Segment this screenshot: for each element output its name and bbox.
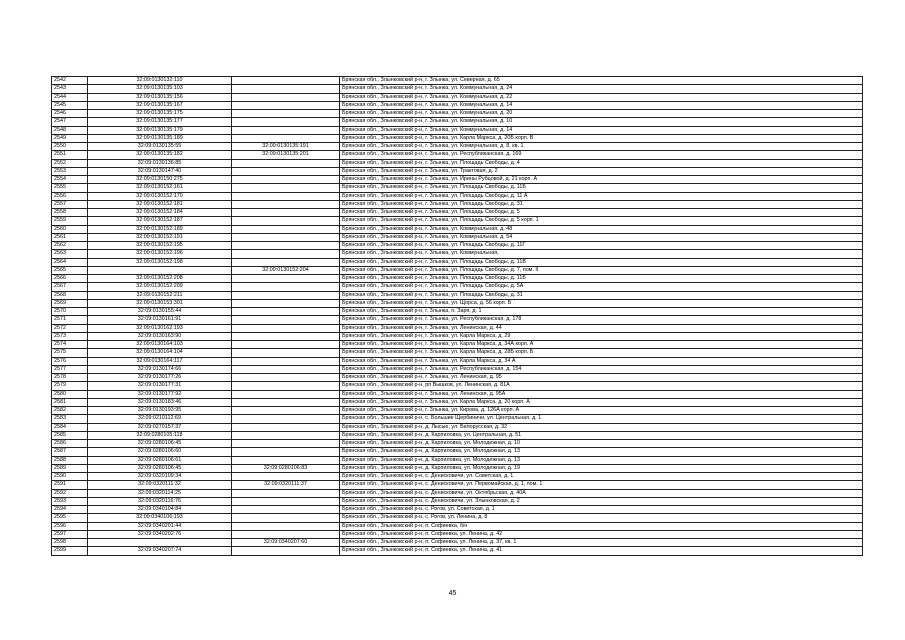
address-cell: Брянская обл., Злынковский р-н, г. Злынка, ул. Карла Маркса, д. 34А корп. А: [340, 341, 863, 349]
cadastral-number-cell: 32:09:0130193:95: [88, 407, 232, 415]
cadastral-number-cell: 32:09:0130152:181: [88, 200, 232, 208]
cadastral-number-cell: 32:09:0130135:182: [88, 151, 232, 159]
address-cell: Брянская обл., Злынковский р-н, г. Злынка, ул. Коммунальная, д. 14: [340, 101, 863, 109]
related-cadastral-number-cell: [232, 184, 340, 192]
table-row: [52, 167, 863, 175]
row-number-cell: 2596: [52, 522, 88, 530]
address-cell: Брянская обл., Злынковский р-н, г. Злынка, ул. Площадь Свободы, д. 11Б: [340, 275, 863, 283]
row-number-cell: 2584: [52, 423, 88, 431]
cadastral-number-cell: 32:09:0340201:44: [88, 522, 232, 530]
address-cell: Брянская обл., Злынковский р-н, г. Злынка, ул. Ленинская, д. 44: [340, 324, 863, 332]
cadastral-number-cell: 32:09:0340202:76: [88, 530, 232, 538]
row-number-cell: 2559: [52, 217, 88, 225]
cadastral-number-cell: 32:09:0130152:187: [88, 217, 232, 225]
row-number-cell: 2589: [52, 464, 88, 472]
table-row: [52, 77, 863, 85]
related-cadastral-number-cell: [232, 407, 340, 415]
property-registry-table: [51, 76, 863, 556]
table-row: [52, 275, 863, 283]
cadastral-number-cell: 32:09:0130135:177: [88, 118, 232, 126]
related-cadastral-number-cell: [232, 423, 340, 431]
table-row: [52, 522, 863, 530]
address-cell: Брянская обл., Злынковский р-н, г. Злынка, ул. Карла Маркса, д. 28Б корп. Б: [340, 349, 863, 357]
cadastral-number-cell: 32:09:0210112:69: [88, 415, 232, 423]
row-number-cell: 2586: [52, 440, 88, 448]
cadastral-number-cell: 32:09:0130155:44: [88, 308, 232, 316]
related-cadastral-number-cell: [232, 167, 340, 175]
address-cell: Брянская обл., Злынковский р-н, с. Денисковичи, ул. Злынковская, д. 2: [340, 497, 863, 505]
row-number-cell: 2565: [52, 266, 88, 274]
table-row: [52, 200, 863, 208]
address-cell: Брянская обл., Злынковский р-н, г. Злынка, ул. Ленинская, д. 95А: [340, 390, 863, 398]
table-row: [52, 299, 863, 307]
cadastral-number-cell: 32:09:0130152:191: [88, 233, 232, 241]
cadastral-number-cell: 32:09:0320109:34: [88, 473, 232, 481]
table-row: [52, 423, 863, 431]
related-cadastral-number-cell: 32:09:0280106:83: [232, 464, 340, 472]
address-cell: Брянская обл., Злынковский р-н, д. Карпиловка, ул. Молодежная, д. 13: [340, 448, 863, 456]
cadastral-number-cell: 32:09:0130132:110: [88, 77, 232, 85]
cadastral-number-cell: 32:09:0280106:60: [88, 448, 232, 456]
related-cadastral-number-cell: 32:09:0340207:60: [232, 539, 340, 547]
related-cadastral-number-cell: [232, 110, 340, 118]
address-cell: Брянская обл., Злынковский р-н, г. Злынка, ул. Карла Маркса, д. 20 корп. А: [340, 398, 863, 406]
row-number-cell: 2597: [52, 530, 88, 538]
cadastral-number-cell: 32:09:0130152:208: [88, 275, 232, 283]
cadastral-number-cell: 32:09:0130152:211: [88, 291, 232, 299]
row-number-cell: 2594: [52, 506, 88, 514]
address-cell: Брянская обл., Злынковский р-н, г. Злынка, ул. Коммунальная, д. 14: [340, 126, 863, 134]
cadastral-number-cell: 32:09:0130153:301: [88, 299, 232, 307]
address-cell: Брянская обл., Злынковский р-н, г. Злынка, ул. Коммунальная,: [340, 250, 863, 258]
table-row: [52, 390, 863, 398]
cadastral-number-cell: 32:09:0130150:275: [88, 176, 232, 184]
row-number-cell: 2551: [52, 151, 88, 159]
cadastral-number-cell: 32:09:0130147:40: [88, 167, 232, 175]
address-cell: Брянская обл., Злынковский р-н, г. Злынка, ул. Площадь Свободы, д. 7, пом. II: [340, 266, 863, 274]
row-number-cell: 2592: [52, 489, 88, 497]
related-cadastral-number-cell: [232, 349, 340, 357]
address-cell: Брянская обл., Злынковский р-н, г. Злынка, ул. Республиканская, д. 154: [340, 365, 863, 373]
related-cadastral-number-cell: [232, 209, 340, 217]
address-cell: Брянская обл., Злынковский р-н, г. Злынка, ул. Площадь Свободы, д. 4: [340, 159, 863, 167]
row-number-cell: 2545: [52, 101, 88, 109]
row-number-cell: 2566: [52, 275, 88, 283]
cadastral-number-cell: 32:09:0130135:167: [88, 101, 232, 109]
related-cadastral-number-cell: [232, 398, 340, 406]
related-cadastral-number-cell: [232, 93, 340, 101]
address-cell: Брянская обл., Злынковский р-н, г. Злынка, ул. Карла Маркса, д. 29: [340, 332, 863, 340]
address-cell: Брянская обл., Злынковский р-н, г. Злынка, ул. Республиканская, д. 178: [340, 316, 863, 324]
address-cell: Брянская обл., Злынковский р-н, д. Лысые, ул. Белорусская, д. 32: [340, 423, 863, 431]
related-cadastral-number-cell: 32:09:0320111:37: [232, 481, 340, 489]
table-row: [52, 440, 863, 448]
row-number-cell: 2575: [52, 349, 88, 357]
address-cell: Брянская обл., Злынковский р-н, г. Злынка, ул. Площадь Свободы, д. 5А: [340, 283, 863, 291]
cadastral-number-cell: 32:09:0130152:198: [88, 258, 232, 266]
address-cell: Брянская обл., Злынковский р-н, г. Злынка, ул. Кирова, д. 126А корп. А: [340, 407, 863, 415]
row-number-cell: 2558: [52, 209, 88, 217]
related-cadastral-number-cell: [232, 365, 340, 373]
related-cadastral-number-cell: [232, 390, 340, 398]
table-row: [52, 184, 863, 192]
table-row: [52, 481, 863, 489]
table-row: [52, 110, 863, 118]
cadastral-number-cell: 32:09:0320111:32: [88, 481, 232, 489]
table-row: [52, 530, 863, 538]
address-cell: Брянская обл., Злынковский р-н, г. Злынка, ул. Коммунальная, д. 20: [340, 110, 863, 118]
table-row: [52, 217, 863, 225]
table-row: [52, 539, 863, 547]
address-cell: Брянская обл., Злынковский р-н, с. Денисковичи, ул. Советская, д. 1: [340, 473, 863, 481]
cadastral-number-cell: 32:09:0320114:25: [88, 489, 232, 497]
address-cell: Брянская обл., Злынковский р-н, д. Карпиловка, ул. Молодежная, д. 13: [340, 456, 863, 464]
address-cell: Брянская обл., Злынковский р-н, с. Рогов, ул. Советская, д. 1: [340, 506, 863, 514]
address-cell: Брянская обл., Злынковский р-н, г. Злынка, ул. Трактовая, д. 2: [340, 167, 863, 175]
row-number-cell: 2580: [52, 390, 88, 398]
related-cadastral-number-cell: [232, 85, 340, 93]
related-cadastral-number-cell: 32:09:0130135:191: [232, 143, 340, 151]
cadastral-number-cell: 32:09:0130177:31: [88, 382, 232, 390]
row-number-cell: 2590: [52, 473, 88, 481]
address-cell: Брянская обл., Злынковский р-н, д. Карпиловка, ул. Центральная, д. 51: [340, 431, 863, 439]
row-number-cell: 2573: [52, 332, 88, 340]
row-number-cell: 2563: [52, 250, 88, 258]
cadastral-number-cell: 32:09:0280106:45: [88, 440, 232, 448]
table-row: [52, 159, 863, 167]
table-row: [52, 357, 863, 365]
related-cadastral-number-cell: [232, 233, 340, 241]
row-number-cell: 2553: [52, 167, 88, 175]
row-number-cell: 2570: [52, 308, 88, 316]
row-number-cell: 2562: [52, 242, 88, 250]
address-cell: Брянская обл., Злынковский р-н, п. Софиевка, б/н: [340, 522, 863, 530]
table-row: [52, 456, 863, 464]
related-cadastral-number-cell: [232, 382, 340, 390]
row-number-cell: 2593: [52, 497, 88, 505]
cadastral-number-cell: 32:09:0130152:161: [88, 184, 232, 192]
related-cadastral-number-cell: [232, 522, 340, 530]
address-cell: Брянская обл., Злынковский р-н, г. Злынка, п. Заря, д. 1: [340, 308, 863, 316]
address-cell: Брянская обл., Злынковский р-н, г. Злынка, ул. Площадь Свободы, д. 31: [340, 291, 863, 299]
cadastral-number-cell: 32:09:0130177:26: [88, 374, 232, 382]
row-number-cell: 2556: [52, 192, 88, 200]
related-cadastral-number-cell: [232, 374, 340, 382]
cadastral-number-cell: 32:09:0340104:84: [88, 506, 232, 514]
address-cell: Брянская обл., Злынковский р-н, д. Карпиловка, ул. Молодежная, д. 19: [340, 464, 863, 472]
cadastral-number-cell: 32:09:0130152:195: [88, 242, 232, 250]
address-cell: Брянская обл., Злынковский р-н, п. Софиевка, ул. Ленина, д. 42: [340, 530, 863, 538]
table-row: [52, 415, 863, 423]
row-number-cell: 2542: [52, 77, 88, 85]
row-number-cell: 2550: [52, 143, 88, 151]
related-cadastral-number-cell: [232, 473, 340, 481]
table-row: [52, 151, 863, 159]
table-row: [52, 143, 863, 151]
cadastral-number-cell: 32:09:0130152:209: [88, 283, 232, 291]
row-number-cell: 2546: [52, 110, 88, 118]
table-row: [52, 209, 863, 217]
related-cadastral-number-cell: [232, 176, 340, 184]
row-number-cell: 2555: [52, 184, 88, 192]
row-number-cell: 2571: [52, 316, 88, 324]
row-number-cell: 2561: [52, 233, 88, 241]
table-row: [52, 497, 863, 505]
cadastral-number-cell: 32:09:0280106:45: [88, 464, 232, 472]
address-cell: Брянская обл., Злынковский р-н, г. Злынка, ул. Карла Маркса, д. 34 А: [340, 357, 863, 365]
related-cadastral-number-cell: [232, 134, 340, 142]
page-number: 45: [448, 590, 457, 597]
table-row: [52, 341, 863, 349]
row-number-cell: 2564: [52, 258, 88, 266]
row-number-cell: 2547: [52, 118, 88, 126]
cadastral-number-cell: 32:09:0130135:175: [88, 110, 232, 118]
cadastral-number-cell: 32:09:0130136:85: [88, 159, 232, 167]
table-row: [52, 242, 863, 250]
row-number-cell: 2543: [52, 85, 88, 93]
table-row: [52, 332, 863, 340]
table-row: [52, 431, 863, 439]
cadastral-number-cell: 32:09:0130164:117: [88, 357, 232, 365]
related-cadastral-number-cell: [232, 489, 340, 497]
table-row: [52, 407, 863, 415]
table-row: [52, 473, 863, 481]
table-row: [52, 93, 863, 101]
related-cadastral-number-cell: [232, 299, 340, 307]
row-number-cell: 2588: [52, 456, 88, 464]
table-row: [52, 126, 863, 134]
cadastral-number-cell: 32:09:0280105:118: [88, 431, 232, 439]
related-cadastral-number-cell: [232, 225, 340, 233]
cadastral-number-cell: 32:09:0130164:104: [88, 349, 232, 357]
row-number-cell: 2583: [52, 415, 88, 423]
address-cell: Брянская обл., Злынковский р-н, г. Злынка, ул. Коммунальная, д. 48: [340, 225, 863, 233]
table-row: [52, 134, 863, 142]
cadastral-number-cell: [88, 539, 232, 547]
table-row: [52, 176, 863, 184]
row-number-cell: 2567: [52, 283, 88, 291]
related-cadastral-number-cell: [232, 547, 340, 555]
row-number-cell: 2577: [52, 365, 88, 373]
row-number-cell: 2576: [52, 357, 88, 365]
address-cell: Брянская обл., Злынковский р-н, г. Злынка, ул. Коммунальная, д. 54: [340, 233, 863, 241]
table-row: [52, 101, 863, 109]
related-cadastral-number-cell: [232, 101, 340, 109]
related-cadastral-number-cell: [232, 431, 340, 439]
row-number-cell: 2578: [52, 374, 88, 382]
address-cell: Брянская обл., Злынковский р-н, г. Злынка, ул. Площадь Свободы, д. 11Г: [340, 242, 863, 250]
related-cadastral-number-cell: [232, 200, 340, 208]
table-row: [52, 448, 863, 456]
table-row: [52, 349, 863, 357]
table-row: [52, 233, 863, 241]
address-cell: Брянская обл., Злынковский р-н, с. Денисковичи, ул. Первомайская, д. 1, пом. 1: [340, 481, 863, 489]
row-number-cell: 2552: [52, 159, 88, 167]
related-cadastral-number-cell: [232, 497, 340, 505]
related-cadastral-number-cell: [232, 126, 340, 134]
address-cell: Брянская обл., Злынковский р-н, п. Софиевка, ул. Ленина, д. 41: [340, 547, 863, 555]
cadastral-number-cell: 32:09:0130135:55: [88, 143, 232, 151]
cadastral-number-cell: 32:09:0130135:156: [88, 93, 232, 101]
address-cell: Брянская обл., Злынковский р-н, г. Злынка, ул. Ирины Рубцовой, д. 21 корп. А: [340, 176, 863, 184]
related-cadastral-number-cell: [232, 291, 340, 299]
related-cadastral-number-cell: [232, 275, 340, 283]
table-row: [52, 489, 863, 497]
table-body: [52, 77, 863, 556]
address-cell: Брянская обл., Злынковский р-н, п. Софиевка, ул. Ленина, д. 37, кв. 1: [340, 539, 863, 547]
cadastral-number-cell: 32:09:0130163:90: [88, 332, 232, 340]
cadastral-number-cell: 32:09:0130152:170: [88, 192, 232, 200]
table-row: [52, 258, 863, 266]
address-cell: Брянская обл., Злынковский р-н, г. Злынка, ул. Площадь Свободы, д. 11 А: [340, 192, 863, 200]
row-number-cell: 2544: [52, 93, 88, 101]
row-number-cell: 2585: [52, 431, 88, 439]
cadastral-number-cell: 32:09:0130164:103: [88, 341, 232, 349]
row-number-cell: 2581: [52, 398, 88, 406]
related-cadastral-number-cell: [232, 118, 340, 126]
table-row: [52, 398, 863, 406]
related-cadastral-number-cell: [232, 357, 340, 365]
related-cadastral-number-cell: [232, 448, 340, 456]
table-row: [52, 118, 863, 126]
row-number-cell: 2549: [52, 134, 88, 142]
table-row: [52, 506, 863, 514]
row-number-cell: 2557: [52, 200, 88, 208]
table-row: [52, 382, 863, 390]
cadastral-number-cell: 32:09:0340106:193: [88, 514, 232, 522]
related-cadastral-number-cell: [232, 506, 340, 514]
address-cell: Брянская обл., Злынковский р-н, г. Злынка, ул. Площадь Свободы, д. 31: [340, 200, 863, 208]
cadastral-number-cell: 32:09:0130152:184: [88, 209, 232, 217]
row-number-cell: 2574: [52, 341, 88, 349]
related-cadastral-number-cell: [232, 242, 340, 250]
row-number-cell: 2598: [52, 539, 88, 547]
cadastral-number-cell: 32:09:0130161:91: [88, 316, 232, 324]
address-cell: Брянская обл., Злынковский р-н, г. Злынка, ул. Коммунальная, д. 8, кв. 1: [340, 143, 863, 151]
cadastral-number-cell: 32:09:0130135:179: [88, 126, 232, 134]
table-row: [52, 547, 863, 555]
related-cadastral-number-cell: [232, 530, 340, 538]
row-number-cell: 2591: [52, 481, 88, 489]
row-number-cell: 2595: [52, 514, 88, 522]
cadastral-number-cell: 32:09:0130174:66: [88, 365, 232, 373]
table-row: [52, 365, 863, 373]
related-cadastral-number-cell: 32:09:0130135:201: [232, 151, 340, 159]
cadastral-number-cell: 32:09:0340207:74: [88, 547, 232, 555]
related-cadastral-number-cell: [232, 250, 340, 258]
related-cadastral-number-cell: [232, 440, 340, 448]
table-row: [52, 514, 863, 522]
address-cell: Брянская обл., Злынковский р-н, г. Злынка, ул. Площадь Свободы, д. 5 корп. 1: [340, 217, 863, 225]
cadastral-number-cell: 32:09:0130135:103: [88, 85, 232, 93]
table-row: [52, 316, 863, 324]
row-number-cell: 2587: [52, 448, 88, 456]
row-number-cell: 2582: [52, 407, 88, 415]
address-cell: Брянская обл., Злынковский р-н, г. Злынка, ул. Северная, д. 65: [340, 77, 863, 85]
address-cell: Брянская обл., Злынковский р-н, г. Злынка, ул. Карла Маркса, д. 20Б корп. В: [340, 134, 863, 142]
row-number-cell: 2548: [52, 126, 88, 134]
address-cell: Брянская обл., Злынковский р-н, рп Вышков, ул. Ленинская, д. 81А: [340, 382, 863, 390]
cadastral-number-cell: 32:09:0280106:61: [88, 456, 232, 464]
table-row: [52, 250, 863, 258]
table-row: [52, 308, 863, 316]
address-cell: Брянская обл., Злынковский р-н, г. Злынка, ул. Щорса, д. 56 корп. Б: [340, 299, 863, 307]
address-cell: Брянская обл., Злынковский р-н, г. Злынка, ул. Республиканская, д. 169: [340, 151, 863, 159]
row-number-cell: 2554: [52, 176, 88, 184]
table-row: [52, 374, 863, 382]
address-cell: Брянская обл., Злынковский р-н, г. Злынка, ул. Площадь Свободы, д. 11В: [340, 258, 863, 266]
related-cadastral-number-cell: [232, 308, 340, 316]
related-cadastral-number-cell: [232, 341, 340, 349]
related-cadastral-number-cell: [232, 324, 340, 332]
related-cadastral-number-cell: [232, 77, 340, 85]
cadastral-number-cell: 32:09:0320116:76: [88, 497, 232, 505]
cadastral-number-cell: 32:09:0270157:37: [88, 423, 232, 431]
row-number-cell: 2572: [52, 324, 88, 332]
related-cadastral-number-cell: [232, 192, 340, 200]
row-number-cell: 2560: [52, 225, 88, 233]
table-row: [52, 266, 863, 274]
row-number-cell: 2579: [52, 382, 88, 390]
address-cell: Брянская обл., Злынковский р-н, д. Карпиловка, ул. Молодежная, д. 10: [340, 440, 863, 448]
related-cadastral-number-cell: [232, 332, 340, 340]
related-cadastral-number-cell: [232, 415, 340, 423]
cadastral-number-cell: 32:09:0130162:193: [88, 324, 232, 332]
address-cell: Брянская обл., Злынковский р-н, г. Злынка, ул. Коммунальная, д. 10: [340, 118, 863, 126]
table-row: [52, 324, 863, 332]
cadastral-number-cell: [88, 266, 232, 274]
address-cell: Брянская обл., Злынковский р-н, г. Злынка, ул. Площадь Свободы, д. 5: [340, 209, 863, 217]
address-cell: Брянская обл., Злынковский р-н, г. Злынка, ул. Коммунальная, д. 24: [340, 85, 863, 93]
related-cadastral-number-cell: 32:09:0130152:204: [232, 266, 340, 274]
cadastral-number-cell: 32:09:0130183:46: [88, 398, 232, 406]
table-row: [52, 291, 863, 299]
related-cadastral-number-cell: [232, 217, 340, 225]
cadastral-number-cell: 32:09:0130177:92: [88, 390, 232, 398]
address-cell: Брянская обл., Злынковский р-н, с. Большие Щербиничи, ул. Центральная, д. 1: [340, 415, 863, 423]
address-cell: Брянская обл., Злынковский р-н, с. Рогов, ул. Ленина, д. 8: [340, 514, 863, 522]
related-cadastral-number-cell: [232, 514, 340, 522]
related-cadastral-number-cell: [232, 316, 340, 324]
table-row: [52, 464, 863, 472]
cadastral-number-cell: 32:09:0130135:189: [88, 134, 232, 142]
address-cell: Брянская обл., Злынковский р-н, г. Злынка, ул. Площадь Свободы, д. 11Б: [340, 184, 863, 192]
table-row: [52, 225, 863, 233]
table-row: [52, 192, 863, 200]
address-cell: Брянская обл., Злынковский р-н, г. Злынка, ул. Ленинская, д. 95: [340, 374, 863, 382]
related-cadastral-number-cell: [232, 159, 340, 167]
cadastral-number-cell: 32:09:0130152:189: [88, 225, 232, 233]
table-row: [52, 85, 863, 93]
table-row: [52, 283, 863, 291]
related-cadastral-number-cell: [232, 258, 340, 266]
related-cadastral-number-cell: [232, 283, 340, 291]
cadastral-number-cell: 32:09:0130152:196: [88, 250, 232, 258]
row-number-cell: 2599: [52, 547, 88, 555]
related-cadastral-number-cell: [232, 456, 340, 464]
address-cell: Брянская обл., Злынковский р-н, с. Денисковичи, ул. Октябрьская, д. 40А: [340, 489, 863, 497]
row-number-cell: 2568: [52, 291, 88, 299]
row-number-cell: 2569: [52, 299, 88, 307]
address-cell: Брянская обл., Злынковский р-н, г. Злынка, ул. Коммунальная, д. 22: [340, 93, 863, 101]
